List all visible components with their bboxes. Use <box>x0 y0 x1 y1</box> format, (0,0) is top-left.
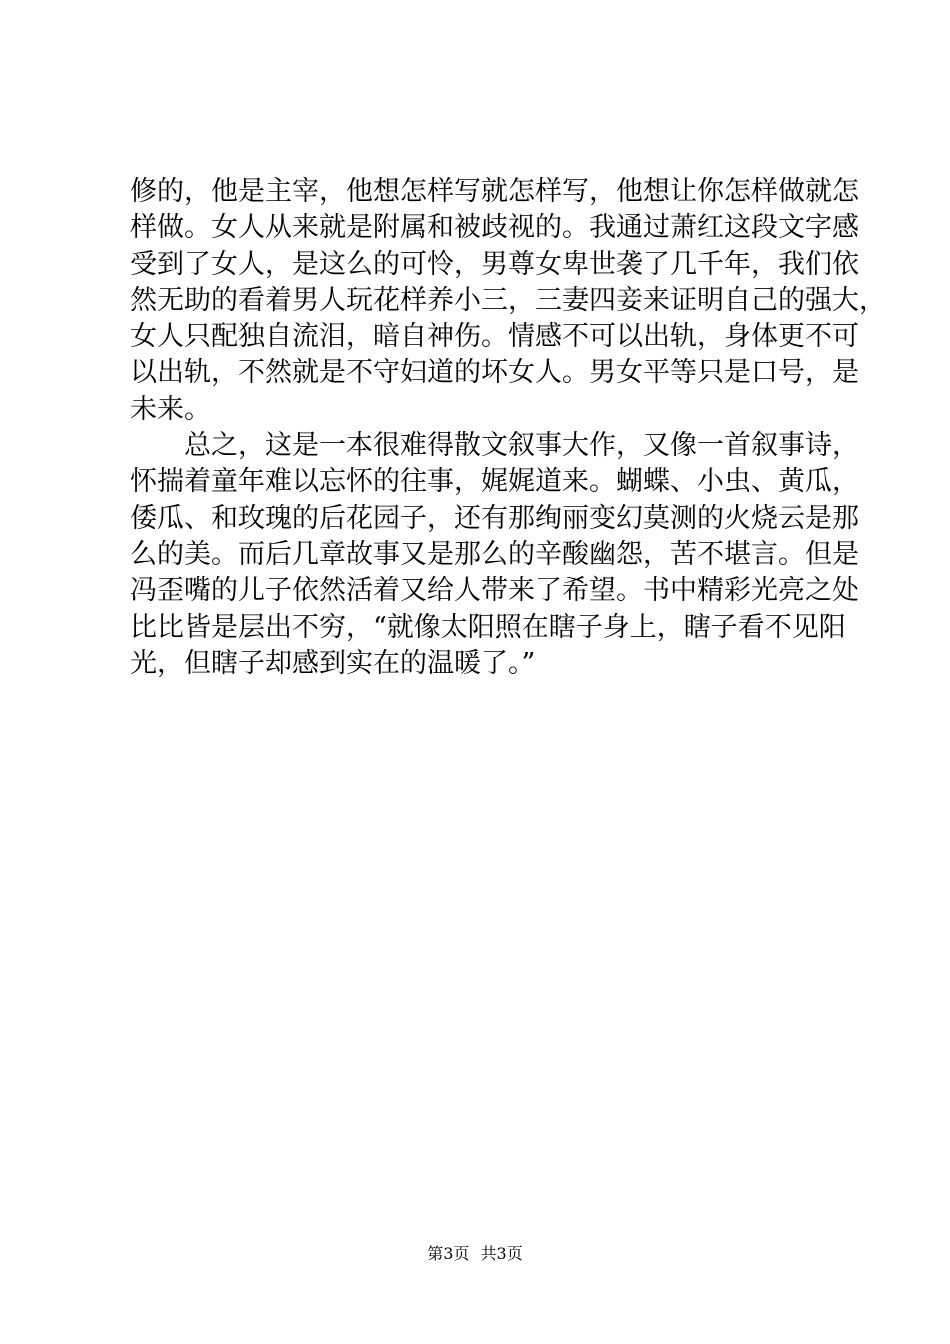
page-footer <box>0 1244 950 1264</box>
text-line: 女人只配独自流泪，暗自神伤。情感不可以出轨，身体更不可 <box>130 321 859 353</box>
text-line: 么的美。而后几章故事又是那么的辛酸幽怨，苦不堪言。但是 <box>130 538 859 570</box>
text-line: 倭瓜、和玫瑰的后花园子，还有那绚丽变幻莫测的火烧云是那 <box>130 502 859 534</box>
text-line: 总之，这是一本很难得散文叙事大作，又像一首叙事诗， <box>130 430 859 462</box>
text-line: 受到了女人，是这么的可怜，男尊女卑世袭了几千年，我们依 <box>130 248 859 280</box>
text-line: 未来。 <box>130 393 211 425</box>
text-line: 然无助的看着男人玩花样养小三，三妻四妾来证明自己的强大， <box>130 284 886 316</box>
text-line: 样做。女人从来就是附属和被歧视的。我通过萧红这段文字感 <box>130 212 859 244</box>
text-line: 修的，他是主宰，他想怎样写就怎样写，他想让你怎样做就怎 <box>130 176 859 207</box>
page-number: 第3页 <box>427 1244 470 1263</box>
page-total: 共3页 <box>480 1244 523 1263</box>
text-line: 光，但瞎子却感到实在的温暖了。” <box>130 647 536 679</box>
text-line: 比比皆是层出不穷，“就像太阳照在瞎子身上，瞎子看不见阳 <box>130 611 846 643</box>
body-text <box>130 174 886 682</box>
text-line: 以出轨，不然就是不守妇道的坏女人。男女平等只是口号，是 <box>130 357 859 389</box>
text-line: 怀揣着童年难以忘怀的往事，娓娓道来。蝴蝶、小虫、黄瓜， <box>130 466 859 498</box>
text-line: 冯歪嘴的儿子依然活着又给人带来了希望。书中精彩光亮之处 <box>130 575 859 607</box>
